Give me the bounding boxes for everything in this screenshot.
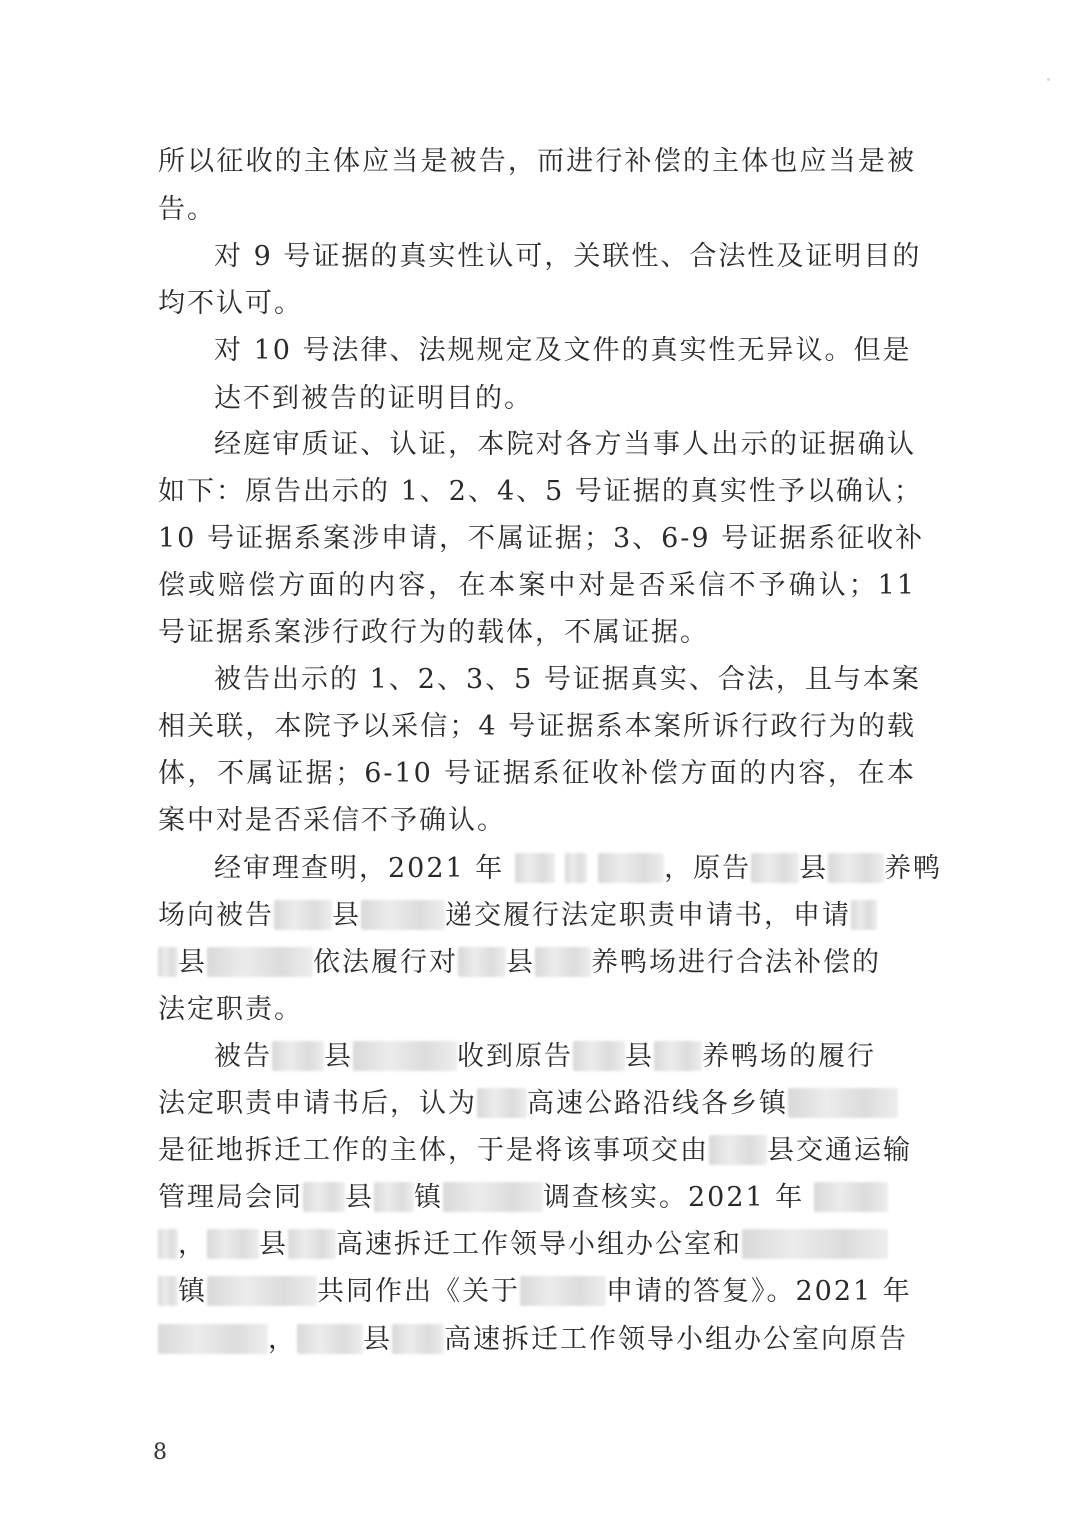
text-segment: 县 [799, 853, 829, 884]
text-segment: 镇 [414, 1182, 443, 1213]
redaction [458, 947, 506, 977]
text-segment: 依法履行对 [313, 947, 458, 978]
redaction [520, 1276, 606, 1306]
text-segment: 县 [324, 1041, 353, 1072]
redaction [709, 1135, 767, 1165]
text-line: 体，不属证据；6-10 号证据系征收补偿方面的内容，在本 [158, 758, 916, 789]
redaction [207, 1276, 317, 1306]
text-segment: 高速拆迁工作领导小组办公室和 [336, 1229, 742, 1260]
text-segment: 管理局会同 [158, 1182, 303, 1213]
text-segment: 高速公路沿线各乡镇 [527, 1088, 788, 1119]
redaction [788, 1088, 898, 1118]
redaction [361, 900, 445, 930]
text-segment: 县 [178, 947, 207, 978]
text-segment: ， [178, 1229, 207, 1260]
text-segment: 递交履行法定职责申请书，申请 [445, 900, 851, 931]
redaction [392, 1324, 444, 1354]
redaction [207, 947, 313, 977]
text-segment: ， [268, 1324, 297, 1355]
text-segment: 县 [625, 1041, 654, 1072]
text-line: 告。 [158, 194, 216, 225]
redaction [374, 1182, 414, 1212]
text-line [158, 1178, 888, 1218]
scan-speck [1047, 78, 1050, 81]
text-line [158, 1272, 912, 1312]
text-line: 相关联，本院予以采信；4 号证据系本案所诉行政行为的载 [158, 711, 916, 742]
text-line: 对 9 号证据的真实性认可，关联性、合法性及证明目的 [214, 241, 922, 272]
text-segment: 养鸭场进行合法补偿的 [591, 947, 881, 978]
text-segment: 县 [363, 1324, 392, 1355]
text-line [158, 1225, 888, 1265]
text-line: 均不认可。 [158, 288, 303, 319]
redaction [535, 947, 591, 977]
text-segment: 养鸭 [884, 853, 943, 884]
text-segment: 养鸭场的履行 [702, 1041, 876, 1072]
text-segment: 经审理查明，2021 年 [214, 853, 505, 884]
text-segment: 被告 [214, 1041, 272, 1072]
text-line: 所以征收的主体应当是被告，而进行补偿的主体也应当是被 [158, 146, 916, 177]
redaction [272, 1041, 324, 1071]
text-segment: 县交通运输 [767, 1135, 912, 1166]
text-line [214, 1037, 876, 1077]
redaction [742, 1229, 888, 1259]
redaction [828, 853, 884, 883]
redaction [477, 1088, 527, 1118]
redaction [158, 947, 178, 977]
redaction [158, 1276, 178, 1306]
text-line: 对 10 号法律、法规规定及文件的真实性无异议。但是 [214, 335, 912, 366]
text-line: 10 号证据系案涉申请，不属证据；3、6-9 号证据系征收补 [158, 523, 925, 554]
text-line: 法定职责。 [158, 994, 303, 1025]
text-line: 如下：原告出示的 1、2、4、5 号证据的真实性予以确认； [158, 476, 923, 507]
text-segment: 县 [332, 900, 361, 931]
text-line: 经庭审质证、认证，本院对各方当事人出示的证据确认 [214, 429, 916, 460]
text-line [158, 896, 877, 936]
redaction [353, 1041, 457, 1071]
text-segment: 县 [345, 1182, 374, 1213]
redaction [565, 853, 587, 883]
redaction [751, 853, 799, 883]
redaction [851, 900, 877, 930]
text-segment: 调查核实。2021 年 [543, 1182, 805, 1213]
redaction [158, 1229, 178, 1259]
redaction [303, 1182, 345, 1212]
redaction [654, 1041, 702, 1071]
text-segment: 高速拆迁工作领导小组办公室向原告 [444, 1324, 908, 1355]
text-line [158, 1320, 908, 1360]
redaction [207, 1229, 259, 1259]
redaction [297, 1324, 363, 1354]
redaction [573, 1041, 625, 1071]
redaction [158, 1324, 268, 1354]
redaction [814, 1182, 888, 1212]
redaction [288, 1229, 336, 1259]
redaction [515, 853, 555, 883]
text-segment: ，原告 [664, 853, 752, 884]
text-segment: 共同作出《关于 [317, 1276, 520, 1307]
text-segment: 县 [259, 1229, 288, 1260]
text-segment: 场向被告 [158, 900, 274, 931]
text-line [158, 943, 881, 983]
text-line [214, 849, 942, 889]
text-segment: 县 [506, 947, 535, 978]
text-segment: 收到原告 [457, 1041, 573, 1072]
text-line: 被告出示的 1、2、3、5 号证据真实、合法，且与本案 [214, 664, 921, 695]
page-number: 8 [153, 1440, 167, 1465]
text-segment: 镇 [178, 1276, 207, 1307]
text-segment: 是征地拆迁工作的主体，于是将该事项交由 [158, 1135, 709, 1166]
text-line: 偿或赔偿方面的内容，在本案中对是否采信不予确认；11 [158, 570, 916, 601]
redaction [598, 853, 664, 883]
text-line [158, 1084, 898, 1124]
text-line [158, 1131, 912, 1171]
text-line: 案中对是否采信不予确认。 [158, 805, 506, 836]
redaction [443, 1182, 543, 1212]
text-segment: 法定职责申请书后，认为 [158, 1088, 477, 1119]
text-line: 达不到被告的证明目的。 [214, 383, 533, 414]
text-segment: 申请的答复》。2021 年 [606, 1276, 912, 1307]
redaction [274, 900, 332, 930]
text-line: 号证据系案涉行政行为的载体，不属证据。 [158, 617, 709, 648]
